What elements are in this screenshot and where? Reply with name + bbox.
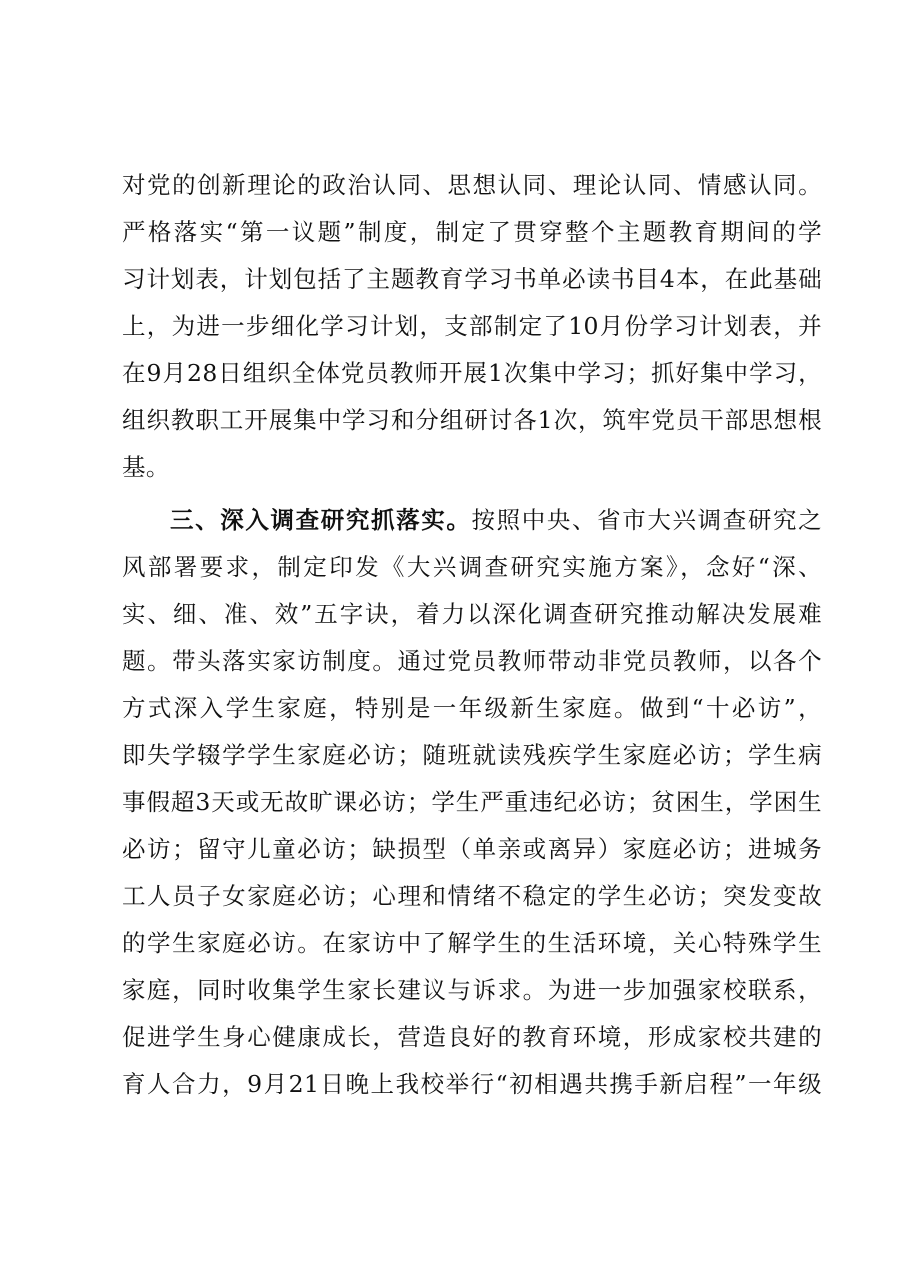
section-heading: 三、深入调查研究抓落实。 — [170, 506, 472, 534]
paragraph-line: 育人合力，9月21日晚上我校举行“初相遇共携手新启程”一年级 — [122, 1070, 822, 1098]
paragraph-line: 严格落实“第一议题”制度，制定了贯穿整个主题教育期间的学 — [122, 218, 822, 246]
heading-continuation: 按照中央、省市大兴调查研究之 — [471, 506, 822, 534]
paragraph-line: 的学生家庭必访。在家访中了解学生的生活环境，关心特殊学生 — [122, 929, 822, 957]
paragraph-line: 上，为进一步细化学习计划，支部制定了10月份学习计划表，并 — [122, 312, 822, 340]
paragraph-line: 风部署要求，制定印发《大兴调查研究实施方案》，念好“深、 — [122, 553, 822, 581]
paragraph-research — [122, 497, 822, 1108]
paragraph-line: 必访；留守儿童必访；缺损型（单亲或离异）家庭必访；进城务 — [122, 835, 822, 863]
paragraph-line: 习计划表，计划包括了主题教育学习书单必读书目4本，在此基础 — [122, 265, 822, 293]
paragraph-line: 即失学辍学学生家庭必访；随班就读残疾学生家庭必访；学生病 — [122, 741, 822, 769]
paragraph-line: 事假超3天或无故旷课必访；学生严重违纪必访；贫困生，学困生 — [122, 788, 822, 816]
paragraph-line: 实、细、准、效”五字诀，着力以深化调查研究推动解决发展难 — [122, 600, 822, 628]
paragraph-line: 工人员子女家庭必访；心理和情绪不稳定的学生必访；突发变故 — [122, 882, 822, 910]
paragraph-first-line — [122, 497, 822, 544]
paragraph-study — [122, 162, 822, 491]
paragraph-line: 题。带头落实家访制度。通过党员教师带动非党员教师，以各个 — [122, 647, 822, 675]
paragraph-line: 对党的创新理论的政治认同、思想认同、理论认同、情感认同。 — [122, 171, 822, 199]
paragraph-line: 家庭，同时收集学生家长建议与诉求。为进一步加强家校联系， — [122, 976, 822, 1004]
paragraph-line: 基。 — [122, 453, 170, 481]
paragraph-line: 在9月28日组织全体党员教师开展1次集中学习；抓好集中学习， — [122, 359, 822, 387]
paragraph-line: 促进学生身心健康成长，营造良好的教育环境，形成家校共建的 — [122, 1023, 822, 1051]
paragraph-line: 组织教职工开展集中学习和分组研讨各1次，筑牢党员干部思想根 — [122, 406, 822, 434]
paragraph-line: 方式深入学生家庭，特别是一年级新生家庭。做到“十必访”， — [122, 694, 822, 722]
